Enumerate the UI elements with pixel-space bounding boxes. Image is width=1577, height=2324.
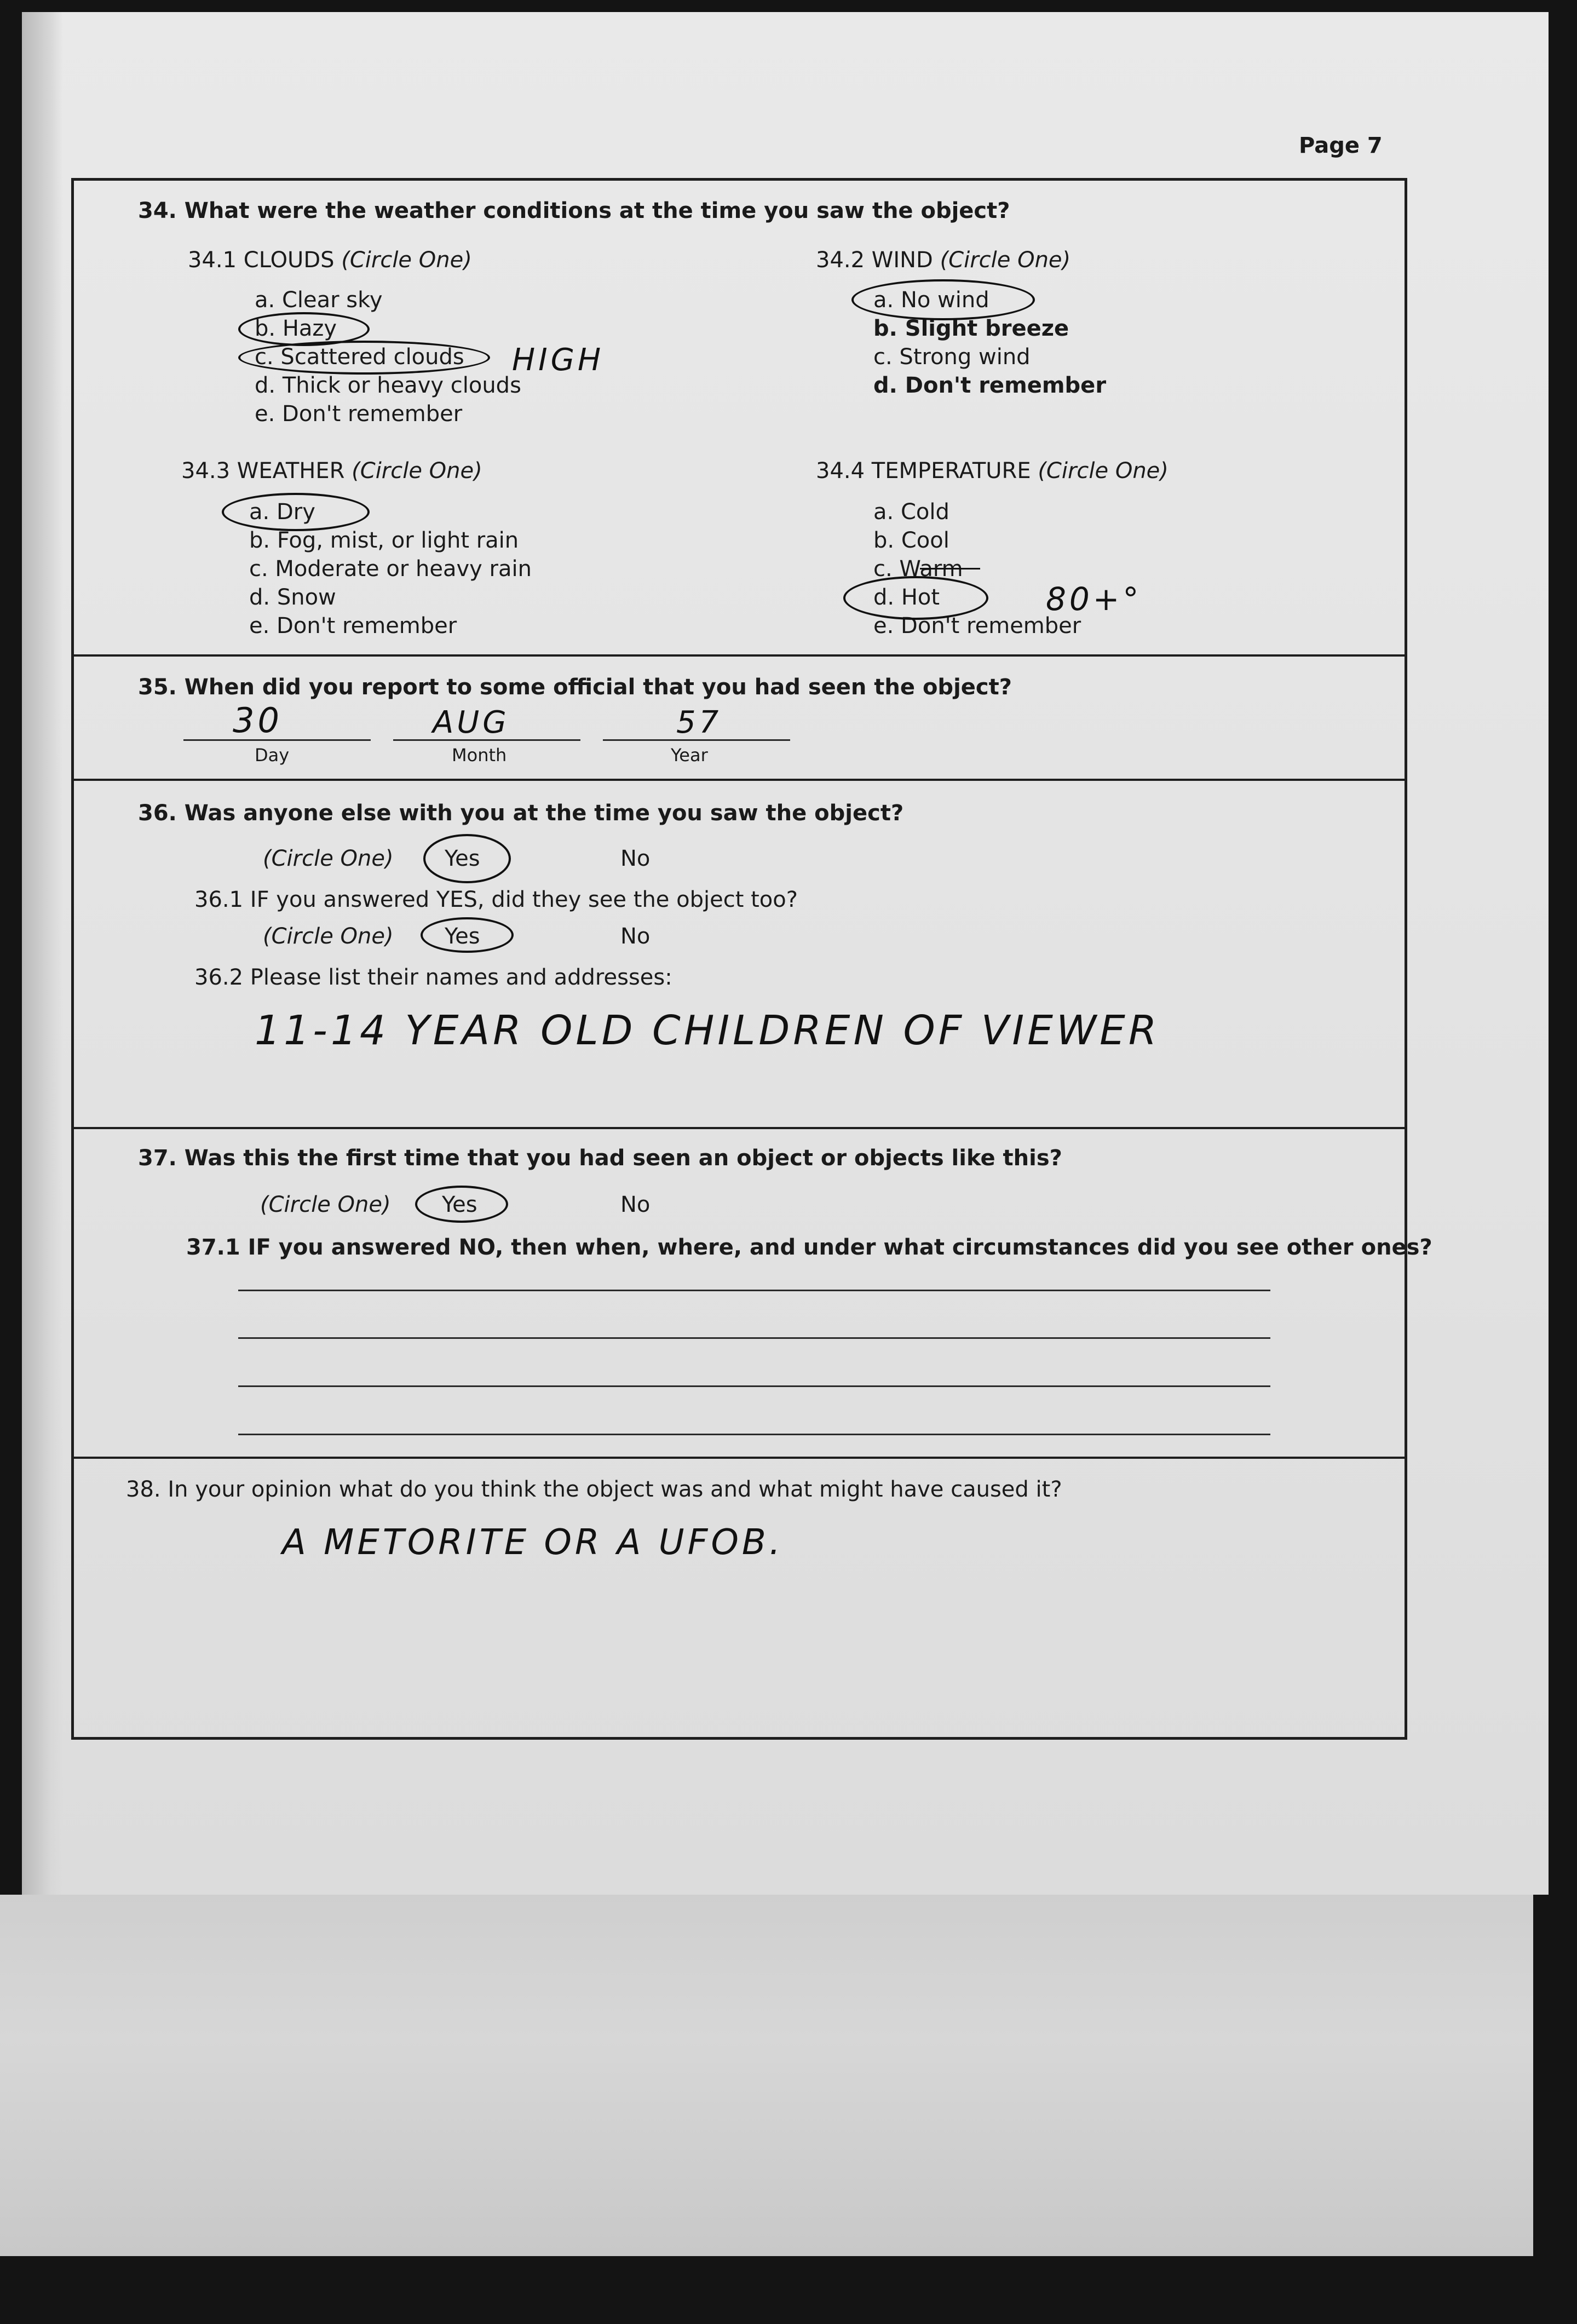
- clouds-hint: (Circle One): [341, 248, 472, 273]
- q36-question: 36. Was anyone else with you at the time you saw the object?: [138, 801, 904, 826]
- wind-option-a: a. No wind: [873, 287, 989, 313]
- temperature-option-e: e. Don't remember: [873, 613, 1081, 638]
- weather-heading: [181, 460, 482, 482]
- circle-clouds-scattered: [238, 341, 490, 375]
- weather-option-d: d. Snow: [249, 585, 336, 610]
- temperature-option-b: b. Cool: [873, 528, 949, 553]
- wind-option-d: d. Don't remember: [873, 373, 1107, 398]
- q37-question: 37. Was this the first time that you had seen an object or objects like this?: [138, 1146, 1062, 1171]
- temperature-note: 80+°: [1046, 580, 1142, 618]
- q36-circle-one: (Circle One): [263, 846, 394, 871]
- temperature-option-c: c. Warm: [873, 556, 963, 582]
- q36-sub1: 36.1 IF you answered YES, did they see the object too?: [194, 887, 798, 912]
- temperature-option-d: d. Hot: [873, 585, 940, 610]
- clouds-option-e: e. Don't remember: [255, 401, 463, 427]
- temperature-option-a: a. Cold: [873, 499, 949, 525]
- clouds-heading: [188, 249, 472, 271]
- divider-37-38: [74, 1457, 1405, 1459]
- day-label: Day: [255, 745, 290, 766]
- clouds-option-d: d. Thick or heavy clouds: [255, 373, 521, 398]
- q37-no: No: [620, 1192, 651, 1217]
- circle-weather-dry: [222, 493, 370, 531]
- clouds-option-b: b. Hazy: [255, 316, 337, 341]
- weather-option-e: e. Don't remember: [249, 613, 457, 638]
- circle-wind-no-wind: [851, 279, 1035, 320]
- form-box: [71, 178, 1432, 1740]
- circle-q37-yes: [415, 1186, 508, 1223]
- strike-warm: [920, 568, 980, 570]
- q37-answer-line-1: [238, 1290, 1270, 1291]
- clouds-title: 34.1 CLOUDS: [188, 248, 342, 273]
- q37-sub1: 37.1 IF you answered NO, then when, where, and under what circumstances did you see other ones?: [186, 1235, 1432, 1260]
- q36-sub2: 36.2 Please list their names and addresses:: [194, 965, 672, 990]
- year-label: Year: [671, 745, 708, 766]
- weather-option-c: c. Moderate or heavy rain: [249, 556, 532, 582]
- weather-option-b: b. Fog, mist, or light rain: [249, 528, 519, 553]
- q36-sub1-circle-one: (Circle One): [263, 924, 394, 949]
- year-value: 57: [676, 705, 722, 740]
- q36-no: No: [620, 846, 651, 871]
- clouds-option-c: c. Scattered clouds: [255, 344, 464, 370]
- q36-sub1-yes: Yes: [445, 924, 480, 949]
- q36-yes: Yes: [445, 846, 480, 871]
- clouds-option-a: a. Clear sky: [255, 287, 383, 313]
- month-label: Month: [452, 745, 507, 766]
- divider-34-35: [74, 654, 1405, 657]
- wind-option-c: c. Strong wind: [873, 344, 1031, 370]
- wind-title: 34.2 WIND: [816, 248, 940, 273]
- q37-yes: Yes: [442, 1192, 477, 1217]
- circle-temperature-hot: [843, 576, 988, 620]
- q37-answer-line-2: [238, 1337, 1270, 1339]
- divider-36-37: [74, 1127, 1405, 1129]
- q37-answer-line-3: [238, 1385, 1270, 1387]
- divider-35-36: [74, 779, 1405, 781]
- temperature-hint: (Circle One): [1038, 458, 1169, 484]
- q36-sub1-no: No: [620, 924, 651, 949]
- weather-hint: (Circle One): [352, 458, 482, 484]
- q36-names-answer: 11-14 YEAR OLD CHILDREN OF VIEWER: [255, 1007, 1160, 1054]
- day-value: 30: [233, 700, 283, 740]
- wind-hint: (Circle One): [940, 248, 1071, 273]
- month-value: AUG: [433, 705, 510, 740]
- clouds-note-high: HIGH: [512, 342, 605, 378]
- page-number: Page 7: [1299, 133, 1383, 158]
- weather-title: 34.3 WEATHER: [181, 458, 352, 484]
- q37-circle-one: (Circle One): [260, 1192, 391, 1217]
- wind-heading: [816, 249, 1070, 271]
- circle-q36-yes: [423, 834, 511, 883]
- circle-q36-sub1-yes: [421, 917, 514, 953]
- q38-answer: A METORITE OR A UFOB.: [282, 1522, 784, 1563]
- underlying-sheet: [0, 1895, 1533, 2256]
- q38-question: 38. In your opinion what do you think the object was and what might have caused it?: [126, 1477, 1062, 1502]
- temperature-heading: [816, 460, 1169, 482]
- wind-option-b: b. Slight breeze: [873, 316, 1069, 341]
- q37-answer-line-4: [238, 1434, 1270, 1435]
- scan-border: [0, 2256, 1577, 2324]
- weather-option-a: a. Dry: [249, 499, 315, 525]
- q35-question: 35. When did you report to some official that you had seen the object?: [138, 675, 1012, 700]
- temperature-title: 34.4 TEMPERATURE: [816, 458, 1038, 484]
- q34-question: 34. What were the weather conditions at the time you saw the object?: [138, 198, 1010, 223]
